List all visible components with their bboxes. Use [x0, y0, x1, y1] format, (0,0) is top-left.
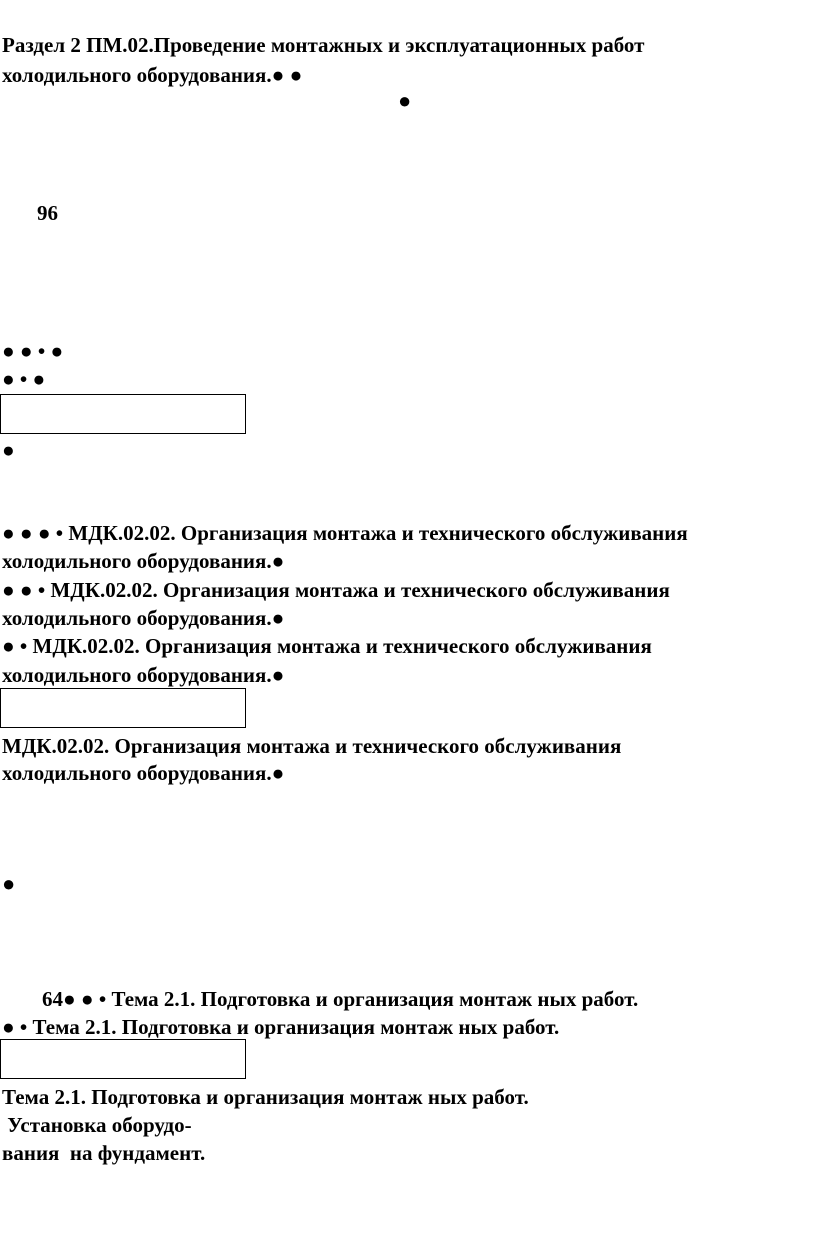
mdk-title-rep3: ● • МДК.02.02. Организация монтажа и технического обслуживания [2, 634, 652, 658]
empty-box [0, 1039, 246, 1079]
topic-title: Тема 2.1. Подготовка и организация монтаж ных работ. [2, 1085, 529, 1109]
mdk-title-line2: холодильного оборудования.● [2, 761, 285, 785]
mdk-title-rep3-line2: холодильного оборудования.● [2, 663, 285, 687]
mdk-title-rep1: ● ● ● • МДК.02.02. Организация монтажа и технического обслуживания [2, 521, 688, 545]
topic-subtitle-line1: Установка оборудо- [2, 1113, 192, 1137]
topic-title-rep1: 64● ● • Тема 2.1. Подготовка и организация монтаж ных работ. [42, 987, 639, 1011]
bullet-mark: ● [398, 88, 412, 113]
bullet-marks: ● ● [271, 63, 303, 87]
empty-box [0, 688, 246, 728]
bullet-row: ● [2, 438, 15, 462]
section-title-line2: холодильного оборудования.● ● [2, 63, 303, 87]
bullet-row: ● ● • ● [2, 339, 64, 363]
mdk-title-rep2-line2: холодильного оборудования.● [2, 606, 285, 630]
topic-title-rep2: ● • Тема 2.1. Подготовка и организация монтаж ных работ. [2, 1015, 560, 1039]
bullet-mark: ● [2, 871, 16, 896]
section-title-line1: Раздел 2 ПМ.02.Проведение монтажных и эксплуатационных работ [2, 33, 645, 57]
topic-subtitle-line2: вания на фундамент. [2, 1141, 206, 1165]
mdk-title-rep1-line2: холодильного оборудования.● [2, 549, 285, 573]
bullet-row: ● • ● [2, 367, 46, 391]
hours-top: 96 [37, 201, 58, 225]
empty-box [0, 394, 246, 434]
mdk-title: МДК.02.02. Организация монтажа и технического обслуживания [2, 734, 622, 758]
mdk-title-rep2: ● ● • МДК.02.02. Организация монтажа и технического обслуживания [2, 578, 670, 602]
